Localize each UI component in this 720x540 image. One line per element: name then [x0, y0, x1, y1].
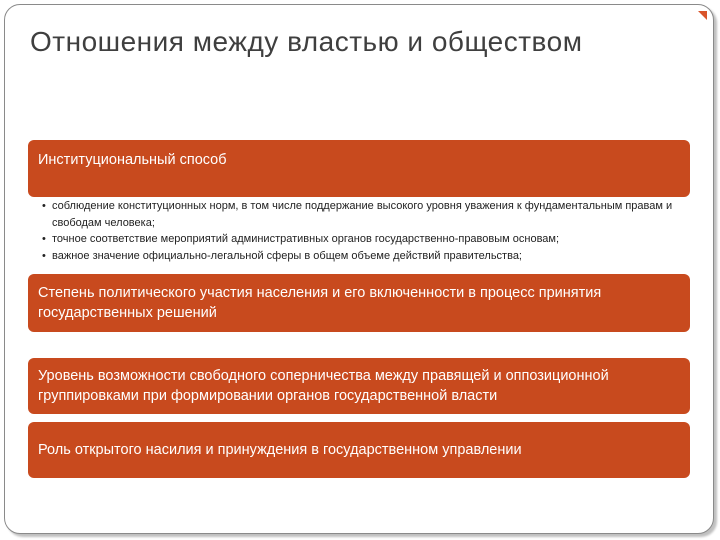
slide-title: Отношения между властью и обществом: [30, 26, 583, 57]
box-label: Уровень возможности свободного соперничества между правящей и оппозиционной группировками при формировании органов государственной власти: [38, 368, 609, 404]
bullet-item: • точное соответствие мероприятий административных органов государственно-правовым основам;: [40, 231, 680, 248]
box-political-participation: [28, 274, 690, 332]
bullet-item: • важное значение официально-легальной сферы в общем объеме действий правительства;: [40, 248, 680, 265]
box-label: Степень политического участия населения и его включенности в процесс принятия государственных решений: [38, 285, 602, 321]
box-open-violence: [28, 422, 690, 478]
bullet-item: • соблюдение конституционных норм, в том числе поддержание высокого уровня уважения к фундаментальным правам и свободам человека;: [40, 198, 680, 231]
box-label: Роль открытого насилия и принуждения в государственном управлении: [38, 442, 522, 458]
box-institutional-method: [28, 140, 690, 197]
box-label: Институциональный способ: [38, 152, 227, 168]
bullet-list: [40, 198, 680, 264]
corner-accent: [698, 11, 707, 20]
box-free-competition: [28, 358, 690, 414]
